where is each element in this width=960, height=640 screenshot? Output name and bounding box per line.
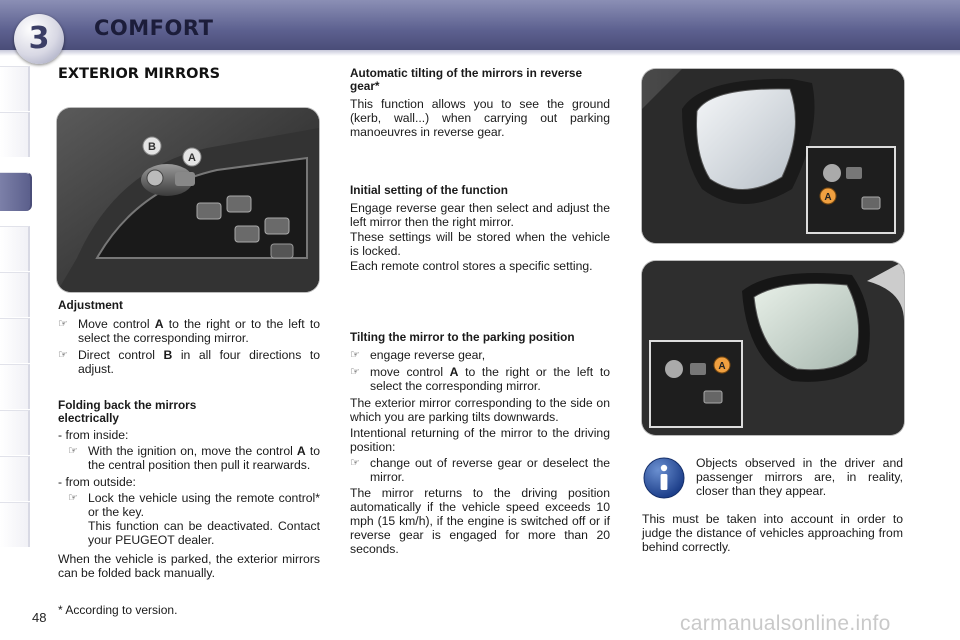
page-number: 48 [32, 610, 47, 625]
adjustment-bullet-1 [58, 317, 320, 345]
adjustment-block [58, 299, 320, 376]
chapter-tab-10[interactable] [0, 502, 30, 547]
info-p2-text: This must be taken into account in order to judge the distance of vehicles approaching from behind correctly. [642, 512, 903, 554]
control-a-key: A [449, 365, 459, 379]
tilting-b2-text: move control [370, 365, 450, 379]
initial-setting-p2: These settings will be stored when the vehicle is locked. [350, 230, 610, 258]
folding-inside-label: - from inside: [58, 428, 129, 442]
hand-pointer-icon: ☞ [68, 445, 78, 457]
tilting-bullet-1 [350, 348, 610, 362]
tilting-b1-text: engage reverse gear, [370, 348, 486, 362]
folding-heading: Folding back the mirrors electrically [58, 398, 197, 425]
chapter-tab-4[interactable] [0, 226, 30, 271]
footnote: * According to version. [58, 603, 178, 617]
label-a-text: A [188, 152, 196, 164]
door-control-illustration [57, 108, 319, 292]
adjustment-heading: Adjustment [58, 298, 123, 312]
hand-pointer-icon: ☞ [350, 349, 360, 361]
label-a-marker [183, 148, 201, 166]
auto-tilt-text: This function allows you to see the ground (kerb, wall...) when carrying out parking manoeuvres in reverse gear. [350, 97, 610, 139]
folding-outside-label: - from outside: [58, 475, 136, 489]
folding-inside-bullet [58, 444, 320, 472]
chapter-tab-strip [0, 66, 34, 576]
info-p1-text: Objects observed in the driver and passenger mirrors are, in reality, closer than they appear. [696, 456, 903, 498]
initial-setting-p1: Engage reverse gear then select and adjust the left mirror then the right mirror. [350, 201, 610, 229]
chapter-number-badge: 3 [14, 14, 64, 64]
label-a-marker [714, 357, 730, 373]
initial-setting-heading: Initial setting of the function [350, 183, 508, 197]
label-a-text: A [718, 361, 726, 372]
tilting-p1: The exterior mirror corresponding to the side on which you are parking tilts downwards. [350, 396, 610, 424]
folding-outside-bullet [58, 491, 320, 547]
initial-setting-p3: Each remote control stores a specific setting. [350, 259, 593, 273]
label-a-marker [820, 188, 836, 204]
hand-pointer-icon: ☞ [58, 318, 68, 330]
folding-parked-text: When the vehicle is parked, the exterior mirrors can be folded back manually. [58, 552, 320, 580]
tilting-block [350, 331, 610, 556]
adjustment-b1-text: Move control [78, 317, 155, 331]
tilting-p3: The mirror returns to the driving position automatically if the vehicle speed exceeds 10 mph (15 km/h), if the engine is switched off or if reverse gear is engaged for more than 20 seconds. [350, 486, 610, 556]
folding-outside-note: This function can be deactivated. Contact your PEUGEOT dealer. [88, 519, 320, 547]
info-icon [642, 456, 686, 500]
hand-pointer-icon: ☞ [350, 457, 360, 469]
chapter-tab-2[interactable] [0, 112, 30, 157]
control-a-key: A [154, 317, 164, 331]
tilting-p2: Intentional returning of the mirror to the driving position: [350, 426, 610, 454]
mirror-photo-driving [642, 69, 904, 243]
chapter-tab-7[interactable] [0, 364, 30, 409]
adjustment-bullet-2 [58, 348, 320, 376]
chapter-tab-8[interactable] [0, 410, 30, 455]
header-shadow [0, 50, 960, 56]
label-a-text: A [824, 192, 832, 203]
chapter-tab-3-active[interactable] [0, 172, 32, 211]
auto-tilt-heading: Automatic tilting of the mirrors in reverse gear* [350, 66, 583, 93]
mirror-driving-illustration [642, 69, 904, 243]
adjustment-b2-rest: in all four directions to adjust. [78, 348, 320, 376]
info-p1 [696, 456, 903, 498]
chapter-tab-5[interactable] [0, 272, 30, 317]
auto-tilt-block [350, 67, 610, 139]
mirror-photo-tilted [642, 261, 904, 435]
tilting-heading: Tilting the mirror to the parking position [350, 330, 575, 344]
hand-pointer-icon: ☞ [68, 492, 78, 504]
label-b-text: B [148, 141, 156, 153]
folding-inside-rest: to the central position then pull it rearwards. [88, 444, 320, 472]
control-b-key: B [163, 348, 173, 362]
hand-pointer-icon: ☞ [58, 349, 68, 361]
watermark: carmanualsonline.info [680, 612, 891, 635]
initial-setting-block [350, 184, 610, 273]
folding-outside-text: Lock the vehicle using the remote control* or the key. [88, 491, 320, 519]
tilting-bullet-3 [350, 456, 610, 484]
tilting-b2-rest: to the right or the left to select the corresponding mirror. [370, 365, 611, 393]
adjustment-b2-text: Direct control [78, 348, 164, 362]
mirror-tilted-illustration [642, 261, 904, 435]
tilting-b3-text: change out of reverse gear or deselect the mirror. [370, 456, 610, 484]
info-p2 [642, 512, 903, 554]
hand-pointer-icon: ☞ [350, 366, 360, 378]
adjustment-b1-rest: to the right or to the left to select the corresponding mirror. [78, 317, 321, 345]
control-a-key: A [296, 444, 306, 458]
chapter-tab-6[interactable] [0, 318, 30, 363]
chapter-title: COMFORT [94, 16, 214, 40]
folding-inside-text: With the ignition on, move the control [88, 444, 297, 458]
chapter-tab-1[interactable] [0, 66, 30, 111]
control-inset [650, 341, 742, 427]
chapter-tab-9[interactable] [0, 456, 30, 501]
control-inset [807, 147, 895, 233]
section-title: EXTERIOR MIRRORS [58, 66, 221, 82]
folding-block [58, 399, 320, 580]
label-b-marker [143, 137, 161, 155]
door-control-photo [57, 108, 319, 292]
tilting-bullet-2 [350, 365, 610, 393]
